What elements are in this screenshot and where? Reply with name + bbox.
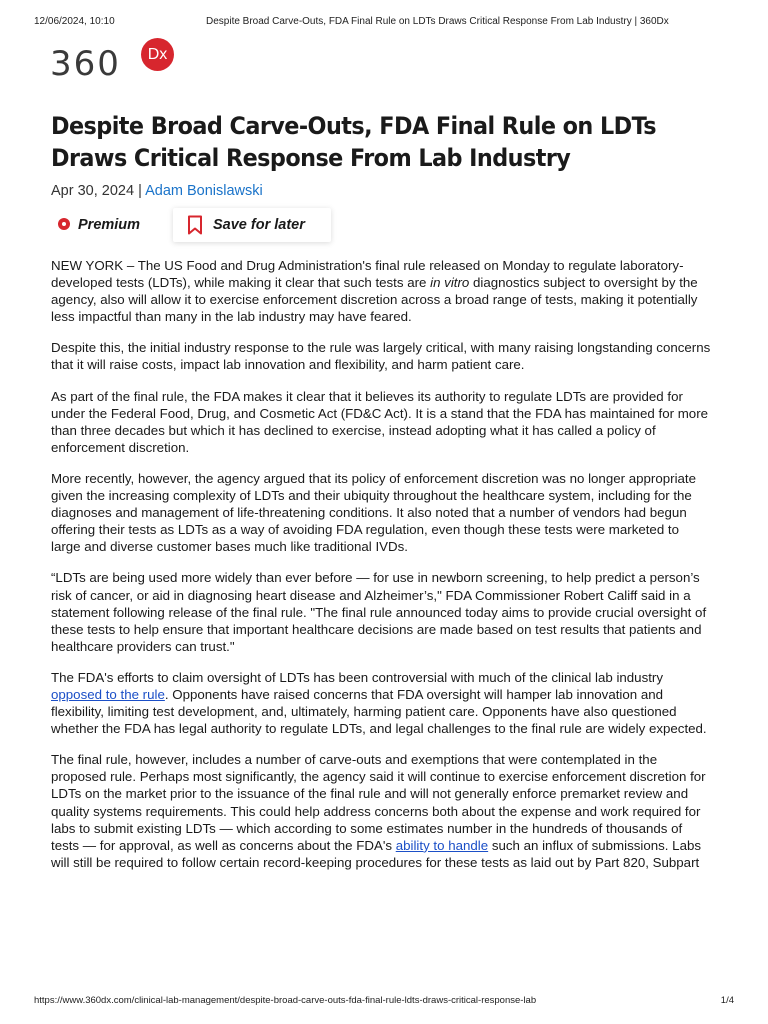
paragraph-5: “LDTs are being used more widely than ever before — for use in newborn screening, to help predict a person’s risk of cancer, or aid in diagnosing heart disease and Alzheimer’s," FDA Commissioner Robert Califf said in a statement following release of the final rule. "The final rule announced today aims to provide crucial oversight of these tests to help ensure that important healthcare decisions are made based on test results that patients and healthcare providers can trust."	[51, 570, 707, 654]
italic-text: in vitro	[430, 275, 470, 291]
byline-separator: |	[138, 183, 142, 199]
paragraph-1: NEW YORK – The US Food and Drug Administration's final rule released on Monday to regulate laboratory-developed tests (LDTs), while making it clear that such tests are in vitro diagnostics subject to oversight by the agency, also will allow it to exercise enforcement discretion across a broad range of tests, making it potentially less impactful than many in the lab industry may have feared.	[51, 258, 698, 325]
save-for-later-label: Save for later	[213, 217, 305, 233]
paragraph-7: The final rule, however, includes a number of carve-outs and exemptions that were contemplated in the proposed rule. Perhaps most significantly, the agency said it will continue to exercise enforcement discretion for LDTs on the market prior to the issuance of the final rule and will not generally enforce premarket review and quality systems requirements. This could help address concerns both about the expense and work required for labs to submit existing LDTs — which according to some estimates number in the hundreds of thousands of tests — for approval, as well as concerns about the FDA's ability to handle such an influx of submissions. Labs will still be required to follow certain record-keeping procedures for these tests as laid out by Part 820, Subpart	[51, 752, 706, 870]
print-url: https://www.360dx.com/clinical-lab-management/despite-broad-carve-outs-fda-final-rule-ldts-draws-critical-response-lab	[34, 995, 537, 1006]
paragraph-6: The FDA's efforts to claim oversight of LDTs has been controversial with much of the clinical lab industry opposed to the rule. Opponents have raised concerns that FDA oversight will hamper lab innovation and flexibility, limiting test development, and, ultimately, harming patient care. Opponents have also questioned whether the FDA has legal authority to regulate LDTs, and legal challenges to the final rule are widely expected.	[51, 669, 707, 737]
print-datetime: 12/06/2024, 10:10	[34, 16, 115, 27]
page-number: 1/4	[720, 995, 734, 1006]
article-title: Despite Broad Carve-Outs, FDA Final Rule on LDTs Draws Critical Response From Lab Industry	[51, 112, 657, 172]
opposed-to-rule-link[interactable]: opposed to the rule	[51, 686, 165, 702]
article-date: Apr 30, 2024	[51, 183, 135, 199]
logo-number: 360	[50, 44, 121, 84]
byline	[51, 183, 263, 199]
save-for-later-button[interactable]	[173, 208, 331, 242]
print-page-title: Despite Broad Carve-Outs, FDA Final Rule on LDTs Draws Critical Response From Lab Industry | 360Dx	[206, 16, 669, 27]
site-logo[interactable]	[50, 38, 180, 82]
print-header	[34, 16, 734, 30]
paragraph-4: More recently, however, the agency argued that its policy of enforcement discretion was no longer appropriate given the increasing complexity of LDTs and their ubiquity throughout the healthcare system, including for the diagnoses and management of life-threatening conditions. It also noted that a number of vendors had begun offering their tests as LDTs as a way of avoiding FDA regulation, even though these tests were marketed to large and diverse customer bases much like traditional IVDs.	[51, 470, 697, 555]
author-link[interactable]: Adam Bonislawski	[145, 183, 263, 199]
bookmark-icon	[187, 215, 203, 235]
article-body	[51, 257, 711, 885]
logo-badge: Dx	[141, 38, 174, 71]
premium-label: Premium	[78, 217, 141, 233]
paragraph-3: As part of the final rule, the FDA makes it clear that it believes its authority to regulate LDTs are provided for under the Federal Food, Drug, and Cosmetic Act (FD&C Act). It is a stand that the FDA has maintained for more than three decades but which it has declined to exercise, instead adopting what it has called a policy of enforcement discretion.	[51, 388, 709, 455]
ability-to-handle-link[interactable]: ability to handle	[395, 837, 489, 853]
premium-badge	[58, 217, 140, 233]
paragraph-2: Despite this, the initial industry response to the rule was largely critical, with many raising longstanding concerns that it will raise costs, impact lab innovation and flexibility, and harm patient care.	[51, 340, 711, 373]
premium-dot-icon	[58, 218, 70, 230]
